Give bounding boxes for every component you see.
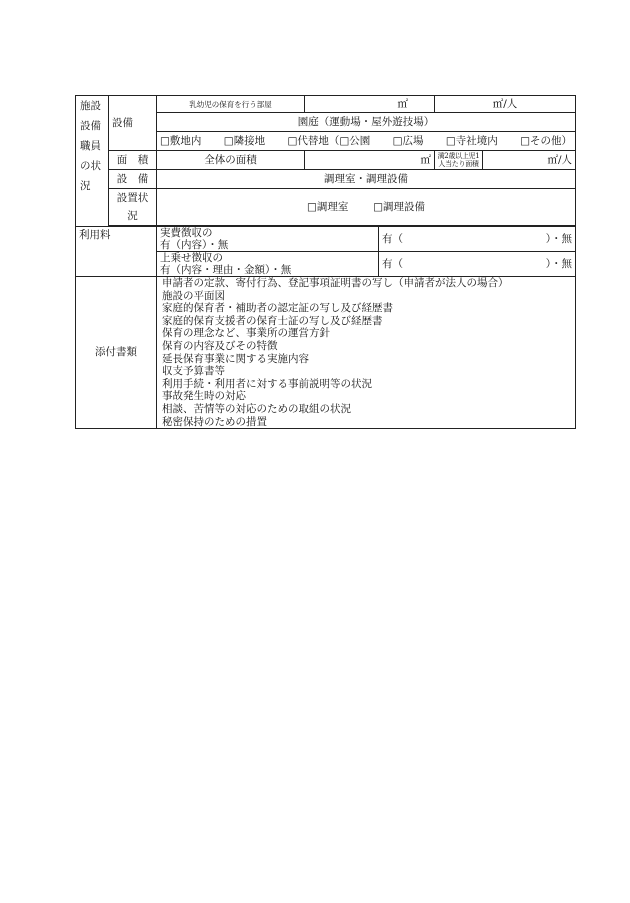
fee-extra-title-text: 上乗せ徴収の: [160, 252, 223, 264]
garden-options: [157, 132, 576, 151]
fee-extra-detail: 有（内容・理由・金額）・無: [160, 264, 292, 276]
fee-extra-answer[interactable]: [379, 252, 576, 277]
kitchen-value: 調理室・調理設備: [157, 170, 576, 189]
garden-option-adjacent[interactable]: □隣接地: [223, 134, 266, 147]
nursery-room-area[interactable]: [305, 96, 435, 113]
total-area-unit: ㎡: [420, 153, 431, 166]
attachment-item: 秘密保持のための措置: [162, 415, 267, 428]
area-per-child-label: 満2歳以上児1人当たり面積: [435, 151, 483, 170]
fee-extra-title: [157, 252, 379, 277]
facility-section-text: 施設設備職員の状況: [80, 100, 101, 192]
fee-actual-answer[interactable]: [379, 227, 576, 252]
nursery-room-area-per-person[interactable]: [435, 96, 576, 113]
kitchen-equipment-label: 設 備: [109, 170, 157, 189]
garden-label: 園庭（運動場・屋外遊技場）: [157, 113, 576, 132]
area-label: 面 積: [109, 151, 157, 170]
attachment-item: 家庭的保育支援者の保育士証の写し及び経歴書: [162, 314, 383, 327]
fee-actual-title: [157, 227, 379, 252]
attachment-item: 家庭的保育者・補助者の認定証の写し及び経歴書: [162, 302, 393, 315]
kitchen-option-room[interactable]: □調理室: [306, 200, 349, 213]
attachment-item: 事故発生時の対応: [162, 390, 246, 403]
attachments-list: [157, 277, 576, 429]
garden-option-site[interactable]: □敷地内: [160, 134, 202, 147]
fee-actual-detail: 有（内容）・無: [160, 239, 229, 251]
facility-form-table: [75, 95, 576, 429]
total-area-value[interactable]: [305, 151, 435, 170]
attachments-label: 添付書類: [76, 277, 157, 429]
attachment-item: 利用手続・利用者に対する事前説明等の状況: [162, 377, 372, 390]
setup-status-text: 設置状況: [116, 192, 149, 222]
kitchen-option-equipment[interactable]: □調理設備: [373, 200, 426, 213]
attachment-item: 保育の理念など、事業所の運営方針: [162, 327, 330, 340]
garden-option-alternative[interactable]: □代替地（□公園: [287, 134, 371, 147]
nursery-room-per-person-unit: ㎡/人: [492, 97, 518, 110]
attachment-item: 施設の平面図: [162, 289, 225, 302]
area-per-child-unit: ㎡/人: [547, 153, 573, 166]
attachment-item: 相談、苦情等の対応のための取組の状況: [162, 402, 351, 415]
fee-actual-prefix: 有（: [382, 232, 403, 245]
facility-section-label: [76, 96, 109, 227]
setup-status-label: [109, 189, 157, 226]
attachment-item: 延長保育事業に関する実施内容: [162, 352, 309, 365]
area-per-child-value[interactable]: [483, 151, 576, 170]
nursery-room-label: 乳幼児の保育を行う部屋: [157, 96, 305, 113]
fee-actual-suffix: ）・無: [545, 232, 573, 245]
attachment-item: 保育の内容及びその特徴: [162, 339, 278, 352]
kitchen-options: [157, 189, 576, 226]
fee-extra-prefix: 有（: [382, 257, 403, 270]
garden-option-plaza[interactable]: □広場: [392, 134, 424, 147]
attachment-item: 申請者の定款、寄付行為、登記事項証明書の写し（申請者が法人の場合）: [162, 277, 509, 289]
total-area-label: 全体の面積: [157, 151, 305, 170]
equipment-label: 設備: [109, 96, 157, 151]
fee-actual-title-text: 実費徴収の: [160, 227, 213, 239]
garden-option-other[interactable]: □その他）: [520, 134, 573, 147]
nursery-room-unit: ㎡: [397, 97, 408, 110]
garden-option-temple[interactable]: □寺社境内: [445, 134, 498, 147]
attachment-item: 収支予算書等: [162, 365, 225, 378]
fee-extra-suffix: ）・無: [545, 257, 573, 270]
fees-label: 利用料: [76, 227, 157, 277]
